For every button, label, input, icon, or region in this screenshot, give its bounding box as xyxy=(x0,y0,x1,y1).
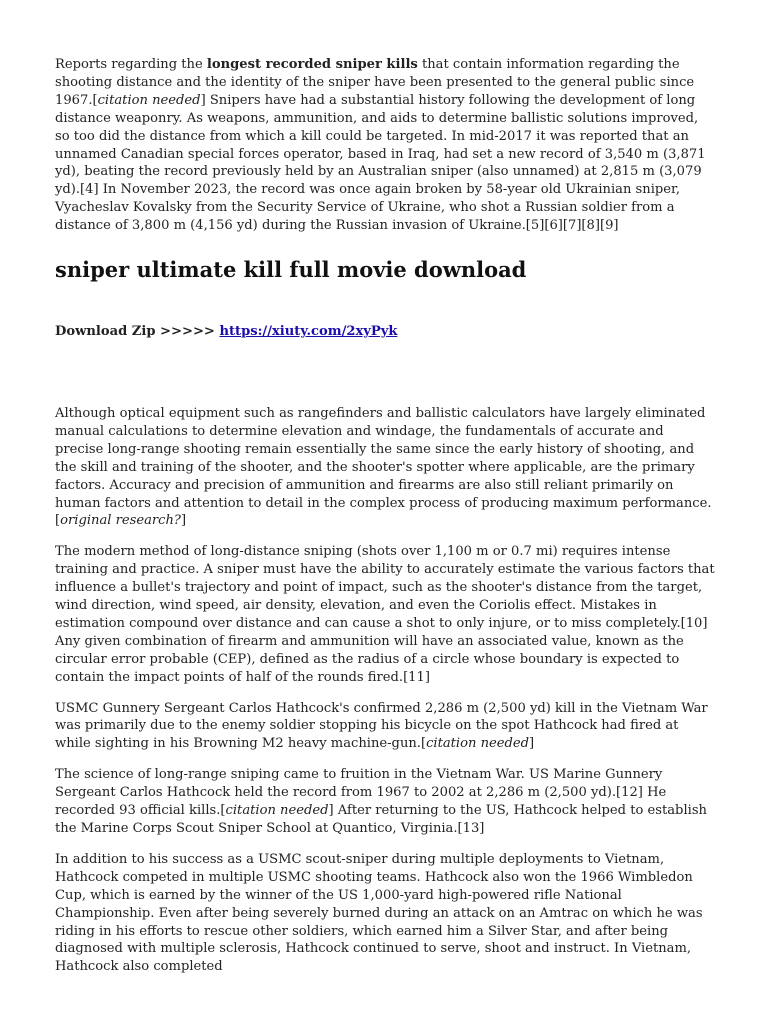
citation-needed-note: citation needed xyxy=(426,736,530,752)
paragraph-vietnam-science xyxy=(55,766,715,838)
paragraph-hathcock-kill-end: ] xyxy=(529,736,535,752)
paragraph-hathcock-kill-text: USMC Gunnery Sergeant Carlos Hathcock's confirmed 2,286 m (2,500 yd) kill in the Vietnam War was primarily due to the enemy soldier stopping his bicycle on the spot Hathcock had fired at while sighting in his Browning M2 heavy machine-gun.[ xyxy=(55,700,708,752)
intro-paragraph xyxy=(55,56,715,235)
article-body xyxy=(55,56,715,976)
paragraph-modern-method: The modern method of long-distance sniping (shots over 1,100 m or 0.7 mi) requires intense training and practice. A sniper must have the ability to accurately estimate the various factors that influence a bullet's trajectory and point of impact, such as the shooter's distance from the target, wind direction, wind speed, air density, elevation, and even the Coriolis effect. Mistakes in estimation compound over distance and can cause a shot to only injure, or to miss completely.[10] Any given combination of firearm and ammunition will have an associated value, known as the circular error probable (CEP), defined as the radius of a circle whose boundary is expected to contain the impact points of half of the rounds fired.[11] xyxy=(55,544,715,685)
paragraph-vietnam-end: ] After returning to the US, Hathcock helped to establish the Marine Corps Scout Sniper School at Quantico, Virginia.[13] xyxy=(55,803,707,836)
paragraph-optics xyxy=(55,405,715,530)
intro-text-1: Reports regarding the xyxy=(55,57,207,72)
paragraph-hathcock-career: In addition to his success as a USMC scout-sniper during multiple deployments to Vietnam, Hathcock competed in multiple USMC shooting teams. Hathcock also won the 1966 Wimbledon Cup, which is earned by the winner of the US 1,000-yard high-powered rifle National Championship. Even after being severely burned during an attack on an Amtrac on which he was riding in his efforts to rescue other soldiers, which earned him a Silver Star, and after being diagnosed with multiple sclerosis, Hathcock continued to serve, shoot and instruct. In Vietnam, Hathcock also completed xyxy=(55,851,703,975)
paragraph-optics-text: Although optical equipment such as rangefinders and ballistic calculators have largely eliminated manual calculations to determine elevation and windage, the fundamentals of accurate and precise long-range shooting remain essentially the same since the early history of shooting, and the skill and training of the shooter, and the shooter's spotter where applicable, are the primary factors. Accuracy and precision of ammunition and firearms are also still reliant primarily on human factors and attention to detail in the complex process of producing maximum performance.[ xyxy=(55,405,712,529)
intro-bold-term: longest recorded sniper kills xyxy=(206,57,418,72)
citation-needed-note: citation needed xyxy=(225,803,329,819)
page-heading: sniper ultimate kill full movie download xyxy=(55,257,527,283)
download-line xyxy=(55,323,715,341)
download-label: Download Zip >>>>> xyxy=(55,324,220,340)
intro-text-3: ] Snipers have had a substantial history following the development of long distance weaponry. As weapons, ammunition, and aids to determine ballistic solutions improved, so too did the distance from which a kill could be targeted. In mid-2017 it was reported that an unnamed Canadian special forces operator, based in Iraq, had set a new record of 3,540 m (3,871 yd), beating the record previously held by an Australian sniper (also unnamed) at 2,815 m (3,079 yd).[4] In November 2023, the record was once again broken by 58-year old Ukrainian sniper, Vyacheslav Kovalsky from the Security Service of Ukraine, who shot a Russian soldier from a distance of 3,800 m (4,156 yd) during the Russian invasion of Ukraine.[5][6][7][8][9] xyxy=(55,92,706,234)
original-research-note: original research? xyxy=(60,513,181,529)
citation-needed-note: citation needed xyxy=(97,92,201,108)
intro-text-2: that contain information regarding the shooting distance and the identity of the sniper have been presented to the general public since 1967.[ xyxy=(55,57,695,108)
paragraph-hathcock-kill xyxy=(55,700,715,754)
download-link[interactable]: https://xiuty.com/2xyPyk xyxy=(219,324,398,340)
paragraph-vietnam-text: The science of long-range sniping came to fruition in the Vietnam War. US Marine Gunnery Sergeant Carlos Hathcock held the record from 1967 to 2002 at 2,286 m (2,500 yd).[12] He recorded 93 official kills.[ xyxy=(55,767,667,819)
paragraph-optics-end: ] xyxy=(180,513,187,529)
